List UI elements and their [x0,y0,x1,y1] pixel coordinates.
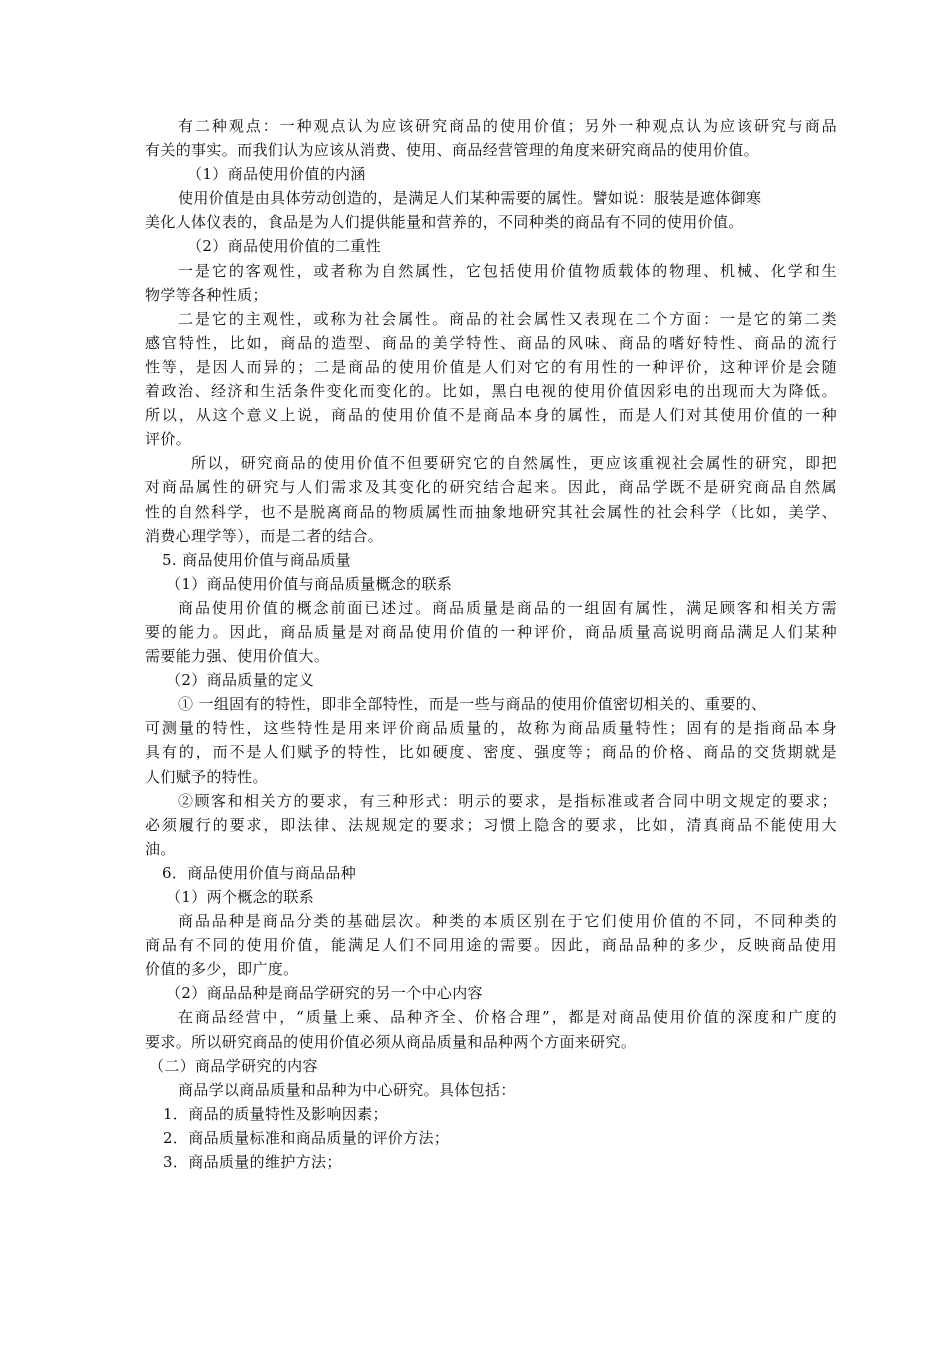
text-line: 对商品属性的研究与人们需求及其变化的研究结合起来。因此，商品学既不是研究商品自然属 [145,478,837,497]
text-line: 3．商品质量的维护方法； [163,1153,342,1172]
text-line: 物学等各种性质； [145,285,268,304]
text-line: 感官特性，比如，商品的造型、商品的美学特性、商品的风味、商品的嗜好特性、商品的流行 [145,333,837,352]
text-line: 有关的事实。而我们认为应该从消费、使用、商品经营管理的角度来研究商品的使用价值。 [145,141,760,160]
text-line: 商品有不同的使用价值，能满足人们不同用途的需要。因此，商品品种的多少，反映商品使用 [145,936,837,955]
text-line: （2）商品品种是商品学研究的另一个中心内容 [166,984,483,1003]
text-line: （1）两个概念的联系 [166,888,315,906]
text-line: 商品品种是商品分类的基础层次。种类的本质区别在于它们使用价值的不同，不同种类的 [178,912,837,931]
text-line: 有二种观点：一种观点认为应该研究商品的使用价值；另外一种观点认为应该研究与商品 [178,117,837,135]
text-line: 着政治、经济和生活条件变化而变化的。比如，黑白电视的使用价值因彩电的出现而大为降低。 [145,382,837,401]
text-line: 二是它的主观性，或称为社会属性。商品的社会属性又表现在二个方面：一是它的第二类 [178,309,837,328]
text-line: （二）商品学研究的内容 [149,1056,318,1075]
text-line: 具有的，而不是人们赋予的特性，比如硬度、密度、强度等；商品的价格、商品的交货期就是 [145,743,837,762]
text-line: 油。 [145,839,176,858]
text-line: 消费心理学等），而是二者的结合。 [145,526,384,545]
text-line: 价值的多少，即广度。 [145,960,299,979]
text-line: 性等，是因人而异的；二是商品的使用价值是人们对它的有用性的一种评价，这种评价是会随 [145,357,837,376]
text-line: 人们赋予的特性。 [145,767,268,786]
text-line: 评价。 [145,430,192,449]
text-line: 要的能力。因此，商品质量是对商品使用价值的一种评价，商品质量高说明商品满足人们某种 [145,622,837,641]
text-line: 需要能力强、使用价值大。 [145,647,330,666]
text-line: 性的自然科学，也不是脱离商品的物质属性而抽象地研究其社会属性的社会科学（比如，美学、 [145,502,837,521]
text-line: 商品学以商品质量和品种为中心研究。具体包括： [178,1080,516,1099]
text-line: 1．商品的质量特性及影响因素； [163,1104,388,1123]
text-line: 2．商品质量标准和商品质量的评价方法； [163,1128,450,1147]
text-line: 必须履行的要求，即法律、法规规定的要求；习惯上隐含的要求，比如，清真商品不能使用大 [145,815,837,834]
text-line: （2）商品使用价值的二重性 [187,237,382,256]
text-line: ① 一组固有的特性，即非全部特性，而是一些与商品的使用价值密切相关的、重要的、 [178,695,767,714]
text-line: 美化人体仪表的，食品是为人们提供能量和营养的，不同种类的商品有不同的使用价值。 [145,213,744,232]
text-line: 要求。所以研究商品的使用价值必须从商品质量和品种两个方面来研究。 [145,1032,637,1051]
text-line: （2）商品质量的定义 [166,671,315,690]
text-line: 商品使用价值的概念前面已述过。商品质量是商品的一组固有属性，满足顾客和相关方需 [178,598,837,617]
text-line: 使用价值是由具体劳动创造的，是满足人们某种需要的属性。譬如说：服装是遮体御寒 [178,189,762,208]
text-line: 所以，研究商品的使用价值不但要研究它的自然属性，更应该重视社会属性的研究，即把 [191,454,837,473]
text-line: 一是它的客观性，或者称为自然属性，它包括使用价值物质载体的物理、机械、化学和生 [178,261,837,280]
text-line: （1）商品使用价值与商品质量概念的联系 [166,574,453,593]
text-line: 6．商品使用价值与商品品种 [162,863,357,882]
text-line: 所以，从这个意义上说，商品的使用价值不是商品本身的属性，而是人们对其使用价值的一种 [145,406,837,425]
text-line: （1）商品使用价值的内涵 [187,165,366,184]
text-line: 在商品经营中，“质量上乘、品种齐全、价格合理”，都是对商品使用价值的深度和广度的 [178,1008,837,1027]
text-line: 5. 商品使用价值与商品质量 [162,550,351,569]
text-line: ②顾客和相关方的要求，有三种形式：明示的要求，是指标准或者合同中明文规定的要求； [178,791,837,810]
text-line: 可测量的特性，这些特性是用来评价商品质量的，故称为商品质量特性；固有的是指商品本身 [145,719,837,738]
document-page [145,114,837,1174]
